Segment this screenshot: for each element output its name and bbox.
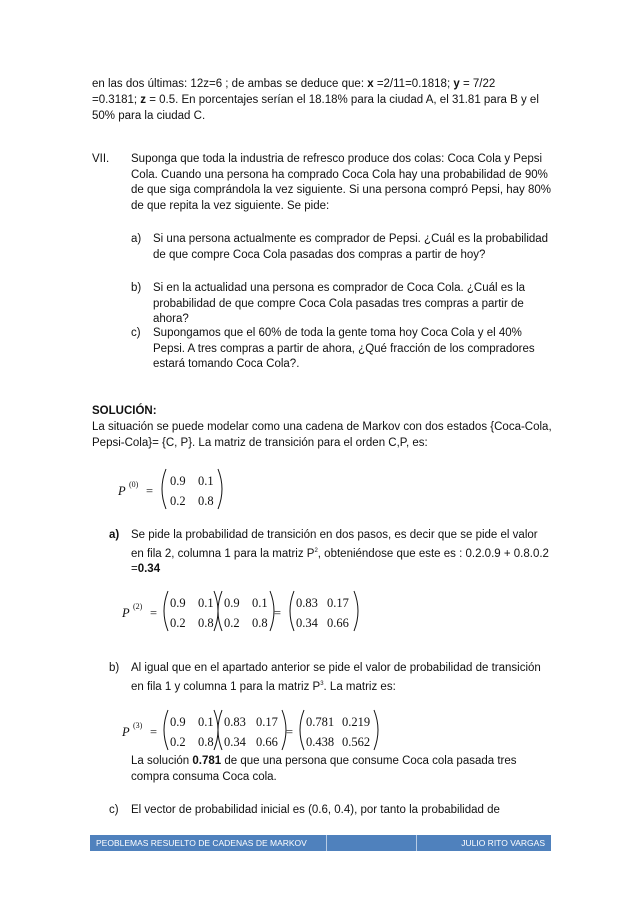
part-c-label: c): [109, 804, 119, 816]
part-b-result-post: de que una persona que consume Coca cola pasada tres compra consuma Coca cola.: [131, 755, 517, 783]
matrix-cell: 0.34: [224, 735, 246, 749]
matrix-cell: 0.1: [198, 715, 214, 729]
matrix-sup: (2): [133, 602, 143, 611]
matrix-cell: 0.2: [170, 735, 186, 749]
matrix-cell: 0.83: [224, 715, 246, 729]
matrix-cell: 0.83: [296, 596, 318, 610]
matrix-symbol: P: [122, 725, 130, 739]
right-paren: [214, 591, 218, 631]
power-sup: 2: [314, 547, 318, 554]
matrix-cell: 0.8: [198, 735, 214, 749]
part-b-label: b): [109, 662, 120, 674]
matrix-cell: 0.9: [224, 596, 240, 610]
part-b-text-post: . La matriz es:: [323, 680, 396, 693]
matrix-symbol: P: [122, 606, 130, 620]
footer-divider: [326, 835, 327, 851]
problem-item-label: c): [131, 327, 141, 339]
matrix-cell: 0.8: [198, 494, 214, 508]
right-paren: [214, 710, 218, 750]
part-b-text-pre: Al igual que en el apartado anterior se pide el valor de probabilidad de transición en fila 1 y columna 1 para la matriz P: [131, 662, 541, 693]
var-x: x: [367, 78, 374, 90]
matrix-cell: 0.562: [342, 735, 371, 749]
equals-sign: =: [150, 725, 158, 739]
var-z: z: [140, 94, 147, 106]
solution-intro: La situación se puede modelar como una cadena de Markov con dos estados {Coca-Cola, Pepsi-Cola}= {C, P}. La matriz de transición para el orden C,P, es:: [92, 421, 552, 449]
matrix-p3: [118, 706, 388, 754]
matrix-cell: 0.2: [170, 494, 186, 508]
matrix-cell: 0.8: [198, 616, 214, 630]
matrix-cell: 0.1: [252, 596, 268, 610]
matrix-cell: 0.219: [342, 715, 371, 729]
right-paren: [354, 591, 358, 631]
matrix-cell: 0.781: [306, 715, 335, 729]
part-a-text-post: , obteniéndose que este es : 0.2.0.9 + 0.8.0.2 =: [131, 547, 549, 575]
matrix-p0: [112, 465, 252, 515]
intro-text: =0.3181;: [92, 94, 141, 106]
left-paren: [164, 710, 168, 750]
intro-text: en las dos últimas: 12z=6 ; de ambas se deduce que:: [92, 78, 368, 90]
matrix-cell: 0.9: [170, 474, 186, 488]
right-paren: [374, 710, 378, 750]
page-footer: [90, 835, 551, 851]
matrix-cell: 0.2: [170, 616, 186, 630]
part-a-result: 0.34: [137, 562, 161, 575]
matrix-cell: 0.8: [252, 616, 268, 630]
matrix-cell: 0.438: [306, 735, 335, 749]
part-a-text: [131, 528, 551, 577]
left-paren: [218, 591, 222, 631]
power-sup: 3: [320, 680, 324, 687]
equals-sign: =: [286, 725, 294, 739]
problem-item-text: Supongamos que el 60% de toda la gente toma hoy Coca Cola y el 40% Pepsi. A tres compras a partir de ahora, ¿Qué fracción de los compradores estará tomando Coca Cola?.: [153, 327, 535, 370]
right-paren: [218, 469, 222, 509]
intro-text: = 7/22: [459, 78, 496, 90]
part-b-text: [131, 661, 551, 695]
footer-title: PEOBLEMAS RESUELTO DE CADENAS DE MARKOV: [96, 838, 307, 848]
left-paren: [290, 591, 294, 631]
matrix-cell: 0.2: [224, 616, 240, 630]
equals-sign: =: [150, 606, 158, 620]
intro-line-2: [92, 93, 552, 109]
part-b-result: [131, 754, 551, 785]
matrix-p2: [118, 587, 368, 635]
problem-item-label: b): [131, 282, 142, 294]
part-c-text: El vector de probabilidad inicial es (0.6, 0.4), por tanto la probabilidad de: [131, 804, 500, 816]
left-paren: [162, 469, 166, 509]
problem-statement: Suponga que toda la industria de refresco produce dos colas: Coca Cola y Pepsi Cola. Cuando una persona ha comprado Coca Cola hay una probabilidad de 90% de que siga comprándola la vez siguiente. Si una persona compró Pepsi, hay 80% de que repita la vez siguiente. Se pide:: [131, 153, 552, 212]
left-paren: [218, 710, 222, 750]
problem-item-text: Si en la actualidad una persona es comprador de Coca Cola. ¿Cuál es la probabilidad de que compre Coca Cola pasadas tres compras a partir de ahora?: [153, 282, 526, 325]
equals-sign: =: [274, 606, 282, 620]
footer-divider: [416, 835, 417, 851]
part-a-text-pre: Se pide la probabilidad de transición en dos pasos, es decir que se pide el valor en fila 2, columna 1 para la matriz P: [131, 529, 538, 560]
var-y: y: [453, 78, 460, 90]
matrix-cell: 0.34: [296, 616, 318, 630]
footer-author: JULIO RITO VARGAS: [461, 838, 545, 848]
matrix-cell: 0.66: [327, 616, 349, 630]
left-paren: [164, 591, 168, 631]
solution-heading: SOLUCIÓN:: [92, 405, 157, 417]
equals-sign: =: [146, 484, 154, 498]
problem-item-text: Si una persona actualmente es comprador de Pepsi. ¿Cuál es la probabilidad de que compre Coca Cola pasadas dos compras a partir de hoy?: [153, 233, 549, 261]
matrix-cell: 0.9: [170, 596, 186, 610]
matrix-sup: (3): [133, 721, 143, 730]
part-b-result-pre: La solución: [131, 755, 193, 767]
part-a-label: a): [109, 529, 120, 541]
matrix-cell: 0.1: [198, 596, 214, 610]
matrix-cell: 0.9: [170, 715, 186, 729]
matrix-symbol: P: [118, 484, 126, 498]
intro-text: = 0.5. En porcentajes serían el 18.18% para la ciudad A, el 31.81 para B y el: [146, 94, 539, 106]
intro-text: =2/11=0.1818;: [373, 78, 454, 90]
matrix-cell: 0.17: [327, 596, 349, 610]
matrix-cell: 0.66: [256, 735, 278, 749]
intro-line-1: [92, 77, 552, 93]
intro-line-3: 50% para la ciudad C.: [92, 110, 206, 122]
problem-item-label: a): [131, 233, 142, 245]
matrix-cell: 0.1: [198, 474, 214, 488]
matrix-sup: (0): [129, 480, 139, 489]
matrix-cell: 0.17: [256, 715, 278, 729]
part-b-result-value: 0.781: [192, 755, 222, 767]
left-paren: [300, 710, 304, 750]
problem-number: VII.: [92, 153, 110, 165]
